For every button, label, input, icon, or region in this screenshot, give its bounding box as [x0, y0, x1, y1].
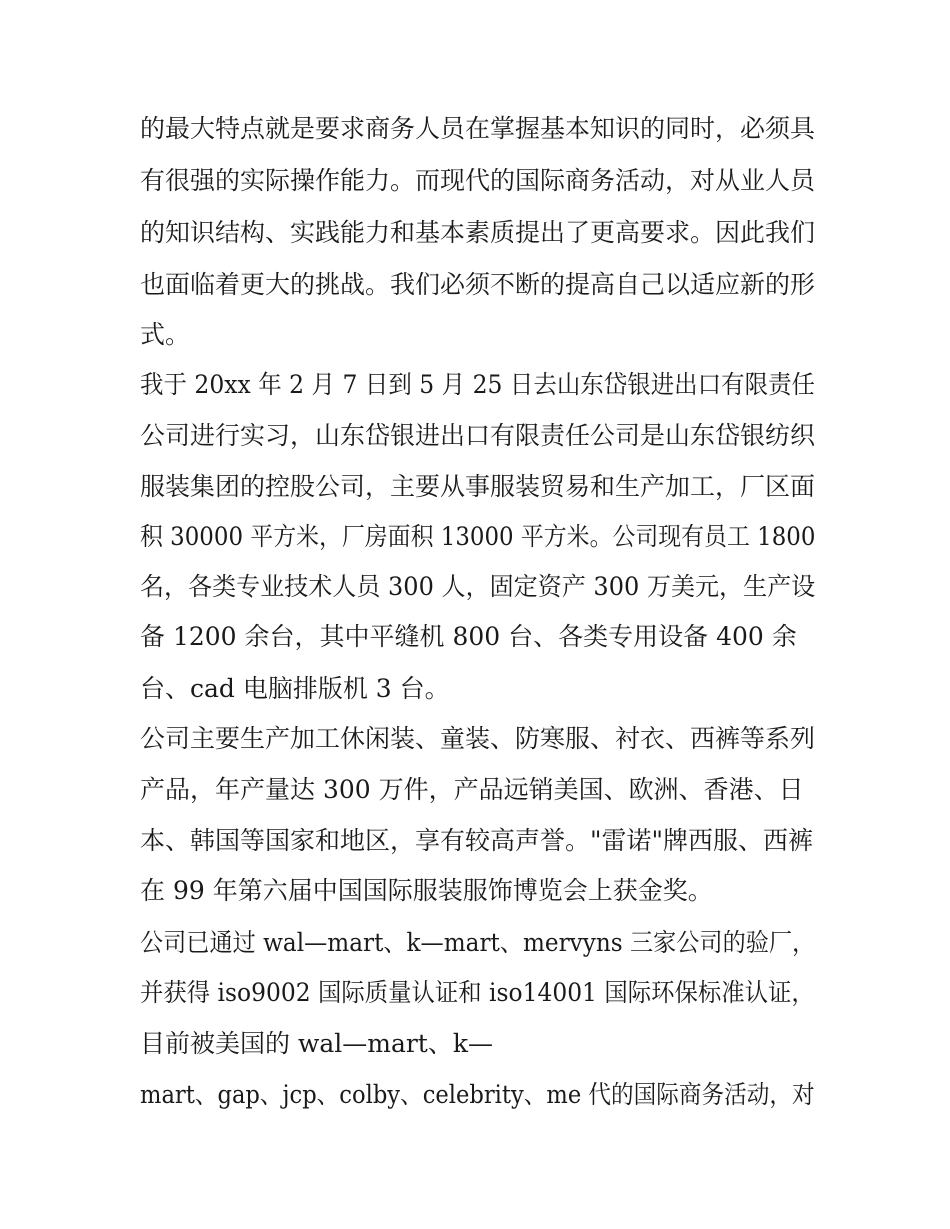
- text-line: 台、cad 电脑排版机 3 台。: [140, 674, 450, 703]
- text-line: 在 99 年第六届中国国际服装服饰博览会上获金奖。: [140, 876, 713, 905]
- text-line: 并获得 iso9002 国际质量认证和 iso14001 国际环保标准认证，: [140, 978, 815, 1007]
- text-line: 公司主要生产加工休闲装、童装、防寒服、衬衣、西裤等系列: [140, 724, 816, 753]
- text-line: 公司进行实习，山东岱银进出口有限责任公司是山东岱银纺织: [140, 421, 816, 450]
- text-line: 服装集团的控股公司，主要从事服装贸易和生产加工，厂区面: [140, 472, 816, 501]
- text-line: 有很强的实际操作能力。而现代的国际商务活动，对从业人员: [140, 166, 816, 195]
- text-line: 目前被美国的 wal—mart、k—: [140, 1029, 494, 1058]
- text-line: mart、gap、jcp、colby、celebrity、me 代的国际商务活动，对: [140, 1080, 815, 1109]
- text-line: 积 30000 平方米，厂房面积 13000 平方米。公司现有员工 1800: [140, 522, 816, 551]
- text-line: 名，各类专业技术人员 300 人，固定资产 300 万美元，生产设: [140, 572, 816, 601]
- text-line: 备 1200 余台，其中平缝机 800 台、各类专用设备 400 余: [140, 622, 797, 651]
- text-line: 也面临着更大的挑战。我们必须不断的提高自己以适应新的形: [140, 270, 816, 299]
- text-line: 的知识结构、实践能力和基本素质提出了更高要求。因此我们: [140, 218, 816, 247]
- text-line: 产品，年产量达 300 万件，产品远销美国、欧洲、香港、日: [140, 775, 804, 804]
- text-line: 式。: [140, 320, 191, 349]
- text-line: 我于 20xx 年 2 月 7 日到 5 月 25 日去山东岱银进出口有限责任: [140, 370, 816, 399]
- text-line: 公司已通过 wal—mart、k—mart、mervyns 三家公司的验厂，: [140, 928, 816, 957]
- text-line: 的最大特点就是要求商务人员在掌握基本知识的同时，必须具: [140, 114, 816, 143]
- text-line: 本、韩国等国家和地区，享有较高声誉。"雷诺"牌西服、西裤: [140, 826, 814, 855]
